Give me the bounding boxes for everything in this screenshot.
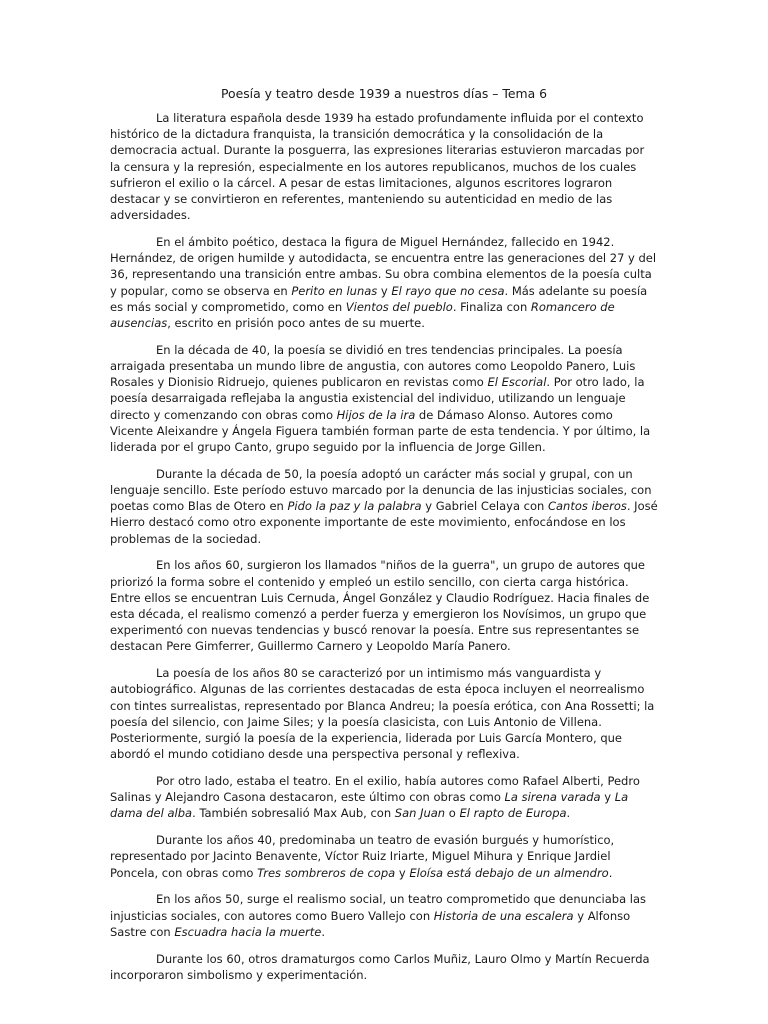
paragraph-text: . José Hierro destacó como otro exponente importante de este movimiento, enfocándose en los problemas de la sociedad. — [110, 499, 658, 546]
paragraph-text: La poesía de los años 80 se caracterizó por un intimismo más vanguardista y autobiográfico. Algunas de las corrientes destacadas de esta época incluyen el neorrealismo con tintes surrealistas, representado por Blanca Andreu; la poesía erótica, con Ana Rossetti; la poesía del silencio, con Jaime Siles; y la poesía clasicista, con Luis Antonio de Villena. Posteriormente, surgió la poesía de la experiencia, liderada por Luis García Montero, que abordó el mundo cotidiano desde una perspectiva personal y reflexiva. — [110, 666, 655, 762]
paragraph-text: . Por otro lado, la poesía desarraigada reflejaba la angustia existencial del individuo, utilizando un lenguaje directo y comenzando con obras como — [110, 375, 645, 422]
paragraph — [110, 342, 658, 455]
paragraph — [110, 665, 658, 762]
italic-title-text: La sirena varada — [504, 790, 601, 805]
italic-title-text: Escuadra hacia la muerte — [174, 924, 322, 939]
paragraph — [110, 557, 658, 654]
italic-title-text: Pido la paz y la palabra — [287, 499, 422, 514]
paragraph-text: . Finaliza con — [452, 299, 531, 314]
italic-title-text: Perito en lunas — [291, 283, 378, 298]
italic-title-text: El rayo que no cesa — [391, 283, 505, 298]
paragraph-list — [110, 110, 658, 983]
paragraph-text: Por otro lado, estaba el teatro. En el exilio, había autores como Rafael Alberti, Pedro Salinas y Alejandro Casona destacaron, este último con obras como — [110, 774, 640, 805]
paragraph-text: En el ámbito poético, destaca la figura de Miguel Hernández, fallecido en 1942. Hernández, de origen humilde y autodidacta, se encuentra entre las generaciones del 27 y del 36, representando una transición entre ambas. Su obra combina elementos de la poesía culta y popular, como se observa en — [110, 235, 657, 298]
paragraph-text: Durante los 60, otros dramaturgos como Carlos Muñiz, Lauro Olmo y Martín Recuerda incorporaron simbolismo y experimentación. — [110, 951, 650, 982]
paragraph-text: Durante la década de 50, la poesía adoptó un carácter más social y grupal, con un lenguaje sencillo. Este período estuvo marcado por la denuncia de las injusticias sociales, con poetas como Blas de Otero en — [110, 466, 652, 514]
italic-title-text: Hijos de la ira — [336, 407, 416, 422]
paragraph-text: . — [566, 806, 571, 821]
paragraph-text: En los años 60, surgieron los llamados "niños de la guerra", un grupo de autores que priorizó la forma sobre el contenido y empleó un estilo sencillo, con cierta carga histórica. Entre ellos se encuentran Luis Cernuda, Ángel González y Claudio Rodríguez. Hacia finales de esta década, el realismo comenzó a perder fuerza y emergieron los Novísimos, un grupo que experimentó con nuevas tendencias y buscó renovar la poesía. Entre sus representantes se destacan Pere Gimferrer, Guillermo Carnero y Leopoldo María Panero. — [110, 558, 650, 654]
italic-title-text: Vientos del pueblo — [345, 299, 453, 314]
paragraph-text: y — [395, 865, 410, 880]
paragraph-text: y — [600, 790, 615, 805]
italic-title-text: San Juan — [394, 806, 446, 821]
paragraph-text: En los años 50, surge el realismo social, un teatro comprometido que denunciaba las injusticias sociales, con autores como Buero Vallejo con — [110, 892, 647, 923]
paragraph-text: . Más adelante su poesía es más social y comprometido, como en — [110, 283, 648, 314]
paragraph-text: y — [377, 283, 392, 298]
paragraph-text: La literatura española desde 1939 ha estado profundamente influida por el contexto histórico de la dictadura franquista, la transición democrática y la consolidación de la democracia actual. Durante la posguerra, las expresiones literarias estuvieron marcadas por la censura y la represión, especialmente en los autores republicanos, muchos de los cuales sufrieron el exilio o la cárcel. A pesar de estas limitaciones, algunos escritores lograron destacar y se convirtieron en referentes, manteniendo su autenticidad en medio de las adversidades. — [110, 111, 645, 223]
paragraph-text: . — [608, 865, 613, 880]
paragraph — [110, 832, 658, 881]
italic-title-text: Romancero de ausencias — [110, 299, 615, 331]
italic-title-text: El rapto de Europa — [459, 806, 567, 821]
italic-title-text: Tres sombreros de copa — [257, 865, 396, 880]
italic-title-text: La dama del alba — [110, 790, 629, 821]
italic-title-text: Cantos iberos — [547, 499, 627, 514]
paragraph-text: Durante los años 40, predominaba un teatro de evasión burgués y humorístico, representado por Jacinto Benavente, Víctor Ruiz Iriarte, Miguel Mihura y Enrique Jardiel Poncela, con obras como — [110, 833, 615, 880]
italic-title-text: Historia de una escalera — [433, 908, 574, 923]
italic-title-text: Eloísa está debajo de un almendro — [409, 865, 609, 880]
paragraph-text: de Dámaso Alonso. Autores como Vicente Aleixandre y Ángela Figuera también forman parte de esta tendencia. Y por último, la liderada por el grupo Canto, grupo seguido por la influencia de Jorge Gillen. — [110, 407, 651, 455]
paragraph-text: , escrito en prisión poco antes de su muerte. — [167, 316, 425, 331]
paragraph-text: o — [445, 806, 460, 821]
paragraph-text: y Gabriel Celaya con — [421, 499, 548, 514]
paragraph-text: y Alfonso Sastre con — [110, 908, 631, 939]
paragraph-text: . — [321, 924, 325, 939]
paragraph-text: . También sobresalió Max Aub, con — [192, 806, 395, 821]
paragraph — [110, 951, 658, 983]
document-body — [110, 86, 658, 994]
document-title: Poesía y teatro desde 1939 a nuestros días – Tema 6 — [220, 86, 548, 101]
paragraph — [110, 891, 658, 940]
paragraph — [110, 466, 658, 547]
italic-title-text: El Escorial — [487, 375, 547, 390]
paragraph-text: En la década de 40, la poesía se dividió en tres tendencias principales. La poesía arraigada presentaba un mundo libre de angustia, con autores como Leopoldo Panero, Luis Rosales y Dionisio Ridruejo, quienes publicaron en revistas como — [110, 342, 636, 390]
paragraph — [110, 110, 658, 223]
paragraph — [110, 234, 658, 331]
paragraph — [110, 773, 658, 822]
